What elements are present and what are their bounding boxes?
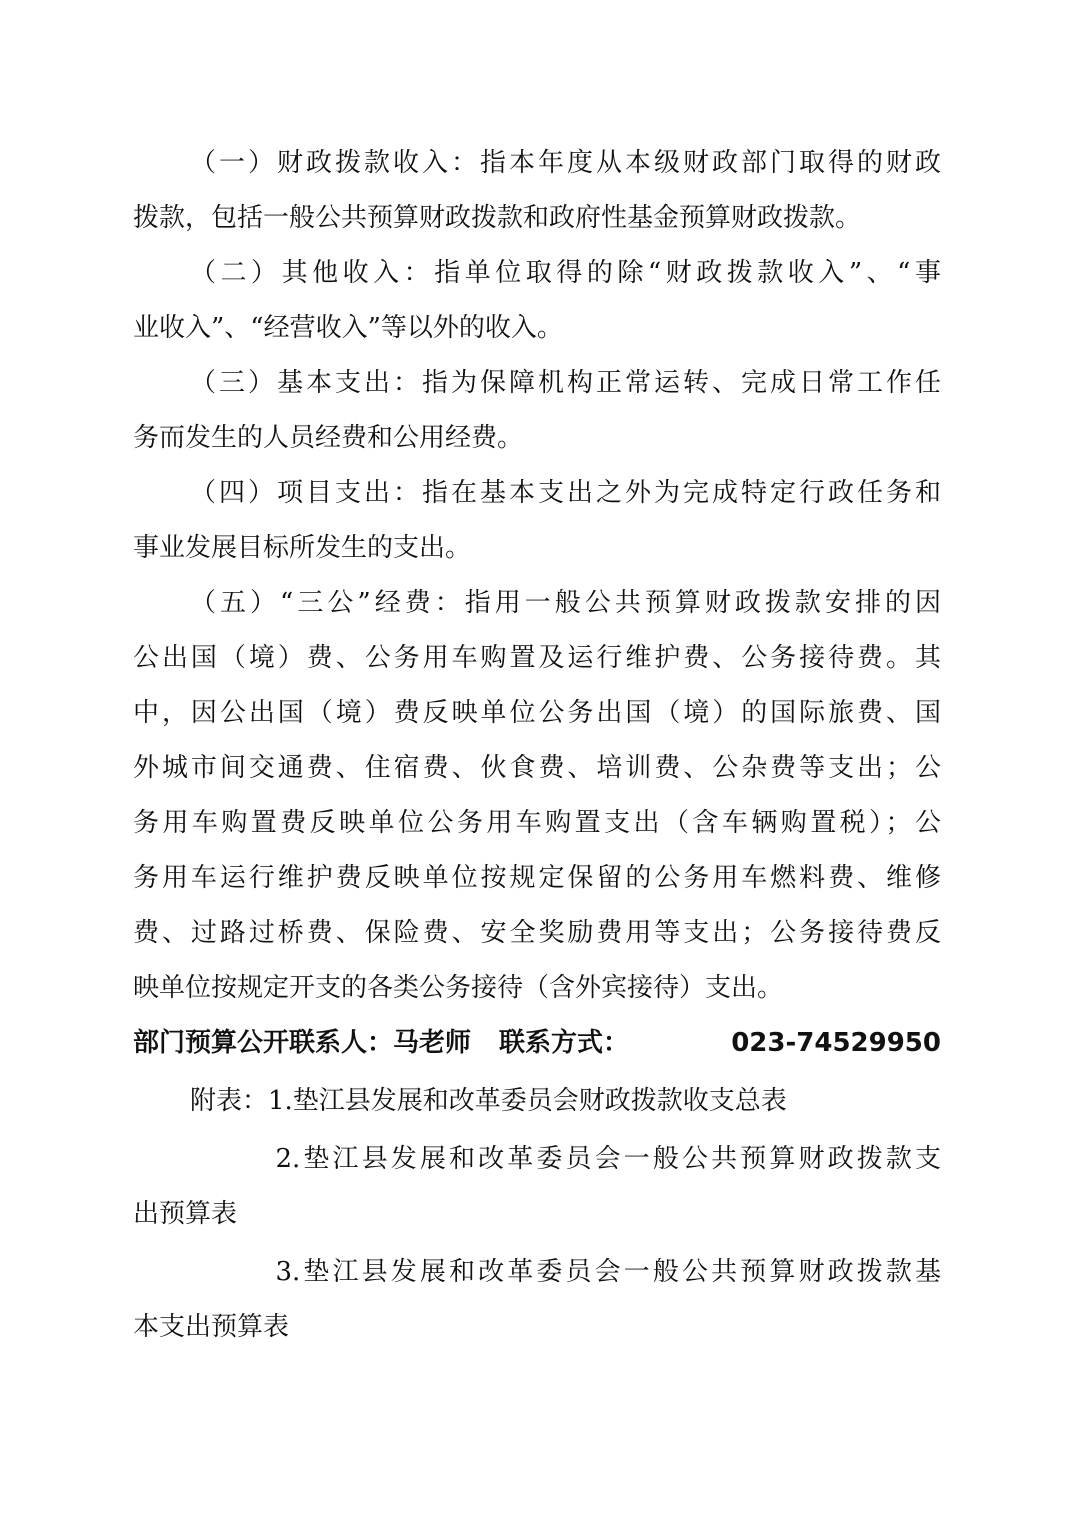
contact-person: 部门预算公开联系人：马老师 bbox=[133, 1028, 472, 1058]
body-line: （三）基本支出：指为保障机构正常运转、完成日常工作任 bbox=[190, 368, 941, 398]
annex-paragraph bbox=[133, 1245, 941, 1355]
annex-line: 附表：1.垫江县发展和改革委员会财政拨款收支总表 bbox=[190, 1086, 787, 1116]
body-line: 外城市间交通费、住宿费、伙食费、培训费、公杂费等支出；公 bbox=[133, 753, 941, 783]
body-line: （二）其他收入：指单位取得的除“财政拨款收入”、“事 bbox=[190, 258, 941, 288]
body-line: 公出国（境）费、公务用车购置及运行维护费、公务接待费。其 bbox=[133, 643, 941, 673]
annex-paragraph bbox=[133, 1074, 941, 1129]
annex-line: 出预算表 bbox=[133, 1199, 238, 1229]
body-line: 费、过路过桥费、保险费、安全奖励费用等支出；公务接待费反 bbox=[133, 918, 941, 948]
contact-phone: 023-74529950 bbox=[731, 1028, 941, 1058]
annex-list bbox=[133, 1074, 941, 1355]
annex-line: 2.垫江县发展和改革委员会一般公共预算财政拨款支 bbox=[275, 1144, 941, 1174]
body-line: （五）“三公”经费：指用一般公共预算财政拨款安排的因 bbox=[190, 588, 941, 618]
annex-paragraph bbox=[133, 1132, 941, 1242]
body-line: 业收入”、“经营收入”等以外的收入。 bbox=[133, 313, 563, 343]
definitions-section bbox=[133, 136, 941, 1016]
body-line: 务用车运行维护费反映单位按规定保留的公务用车燃料费、维修 bbox=[133, 863, 941, 893]
document-body bbox=[133, 136, 941, 1355]
contact-method-label: 联系方式： bbox=[499, 1028, 630, 1058]
body-line: 事业发展目标所发生的支出。 bbox=[133, 533, 472, 563]
body-paragraph bbox=[133, 576, 941, 1016]
body-line: （一）财政拨款收入：指本年度从本级财政部门取得的财政 bbox=[190, 148, 941, 178]
annex-line: 本支出预算表 bbox=[133, 1312, 290, 1342]
body-line: 中，因公出国（境）费反映单位公务出国（境）的国际旅费、国 bbox=[133, 698, 941, 728]
annex-line: 3.垫江县发展和改革委员会一般公共预算财政拨款基 bbox=[275, 1257, 941, 1287]
body-paragraph bbox=[133, 136, 941, 246]
body-paragraph bbox=[133, 466, 941, 576]
body-paragraph bbox=[133, 246, 941, 356]
contact-line bbox=[133, 1016, 941, 1071]
body-line: 映单位按规定开支的各类公务接待（含外宾接待）支出。 bbox=[133, 973, 784, 1003]
body-line: 务而发生的人员经费和公用经费。 bbox=[133, 423, 524, 453]
body-line: 务用车购置费反映单位公务用车购置支出（含车辆购置税）；公 bbox=[133, 808, 941, 838]
body-paragraph bbox=[133, 356, 941, 466]
body-line: （四）项目支出：指在基本支出之外为完成特定行政任务和 bbox=[190, 478, 941, 508]
body-line: 拨款，包括一般公共预算财政拨款和政府性基金预算财政拨款。 bbox=[133, 203, 862, 233]
